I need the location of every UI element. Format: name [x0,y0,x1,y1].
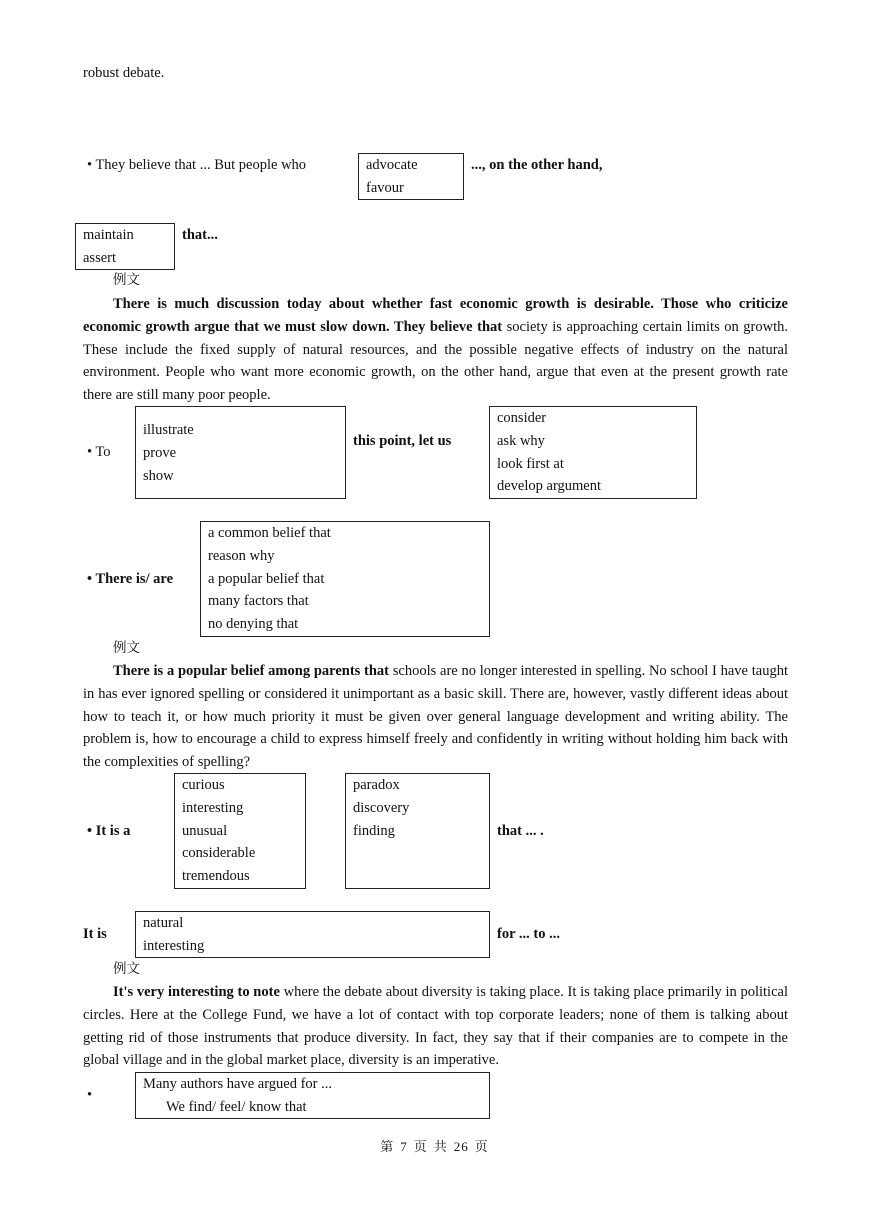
option: discovery [353,799,410,816]
example-label: 例文 [113,961,140,977]
footer-total-pages: 26 [453,1139,469,1154]
option: illustrate [143,422,194,438]
option: considerable [182,845,256,862]
footer-mid1: 页 [413,1139,428,1154]
option: unusual [182,822,228,839]
pattern-1-ending: that... [182,227,218,243]
pattern-2-middle: this point, let us [353,433,452,449]
pattern-2-box-b [489,406,697,499]
option: natural [143,915,184,931]
option: We find/ feel/ know that [166,1098,307,1115]
option: maintain [83,227,134,243]
example-label: 例文 [113,272,140,288]
pattern-3-prefix: • There is/ are [87,571,174,587]
pattern-2-box-a [135,406,346,499]
footer-mid2: 共 [433,1139,448,1154]
option: many factors that [208,593,309,610]
option: prove [143,444,177,461]
footer-pre: 第 [380,1139,395,1154]
page-footer [0,1136,869,1159]
pattern-5-box [135,911,490,958]
option: Many authors have argued for ... [143,1076,332,1092]
pattern-1-box-b [75,223,175,270]
example-lead: There is a popular belief among parents that [113,663,390,679]
pattern-4-prefix: • It is a [87,823,131,839]
option: look first at [497,455,564,472]
example-body: society is approaching certain limits on growth. These include the fixed supply of natural resources, and the possible negative effects of industry on the natural environment. People who want more economic growth, on the other hand, argue that even at the present growth rate there are still many poor people. [83,318,789,404]
example-lead: There is much discussion today about whether fast economic growth is desirable. Those who criticize economic growth argue that we must slow down. They believe that [83,296,788,335]
option: interesting [143,937,205,954]
example-lead: It's very interesting to note [113,984,280,1000]
continued-text: robust debate. [83,65,165,81]
option: paradox [353,777,400,793]
option: reason why [208,547,275,564]
option: advocate [366,157,418,173]
option: favour [366,179,404,196]
option: tremendous [182,868,250,885]
option: curious [182,777,225,793]
example-body: schools are no longer interested in spelling. No school I have taught in has ever ignored spelling or considered it unimportant as a basic skill. There are, however, vastly different ideas about how to teach it, or how much priority it must be given over general language development and writing ability. The problem is, how to encourage a child to express himself freely and confidently in writing without holding him back with the complexities of spelling? [83,663,788,771]
example-paragraph-2 [83,660,788,774]
option: show [143,467,174,484]
pattern-6-box [135,1072,490,1119]
footer-post: 页 [474,1139,489,1154]
example-paragraph-1 [83,293,788,407]
pattern-4-box-a [174,773,306,889]
option: a common belief that [208,525,331,541]
pattern-2-prefix: • To [87,444,111,460]
pattern-4-box-b [345,773,490,889]
pattern-5-ending: for ... to ... [497,926,560,942]
example-label: 例文 [113,640,140,656]
option: a popular belief that [208,570,325,587]
example-body: where the debate about diversity is taking place. It is taking place primarily in political circles. Here at the College Fund, we have a lot of contact with top corporate leaders; none of them is talking about getting rid of those instruments that produce diversity. In fact, they say that if their companies are to compete in the global village and in the global market place, diversity is an imperative. [83,984,788,1069]
option: finding [353,822,395,839]
option: no denying that [208,616,299,633]
option: ask why [497,432,545,449]
option: assert [83,249,117,266]
option: interesting [182,799,244,816]
pattern-3-box [200,521,490,637]
pattern-5-prefix: It is [83,926,107,942]
pattern-6-bullet: • [87,1087,93,1103]
footer-page-number: 7 [400,1139,408,1154]
pattern-1-prefix: • They believe that ... But people who [87,157,307,173]
option: develop argument [497,478,602,495]
pattern-1-connector: ..., on the other hand, [471,157,603,173]
pattern-1-box-a [358,153,464,200]
pattern-4-ending: that ... . [497,823,544,839]
option: consider [497,410,547,426]
example-paragraph-3 [83,981,788,1072]
